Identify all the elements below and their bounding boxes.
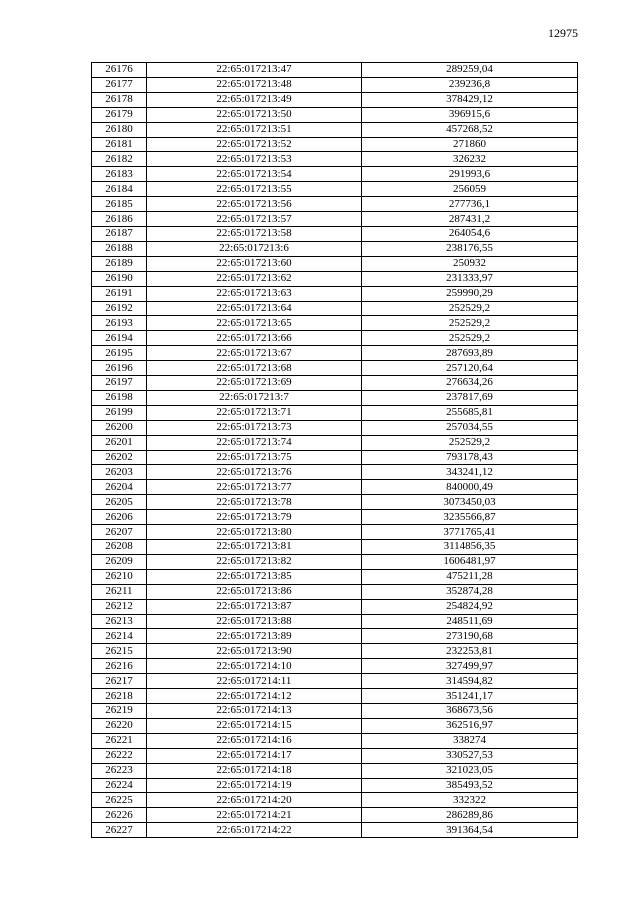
value-cell: 385493,52 bbox=[362, 778, 578, 793]
cadastral-number-cell: 22:65:017213:60 bbox=[147, 256, 362, 271]
value-cell: 352874,28 bbox=[362, 584, 578, 599]
value-cell: 250932 bbox=[362, 256, 578, 271]
value-cell: 1606481,97 bbox=[362, 554, 578, 569]
table-row bbox=[92, 316, 578, 331]
cadastral-number-cell: 22:65:017213:76 bbox=[147, 465, 362, 480]
table-row bbox=[92, 808, 578, 823]
row-number-cell: 26199 bbox=[92, 405, 147, 420]
row-number-cell: 26205 bbox=[92, 495, 147, 510]
row-number-cell: 26189 bbox=[92, 256, 147, 271]
table-row bbox=[92, 644, 578, 659]
table-row bbox=[92, 92, 578, 107]
table-row bbox=[92, 718, 578, 733]
cadastral-number-cell: 22:65:017213:78 bbox=[147, 495, 362, 510]
table-row bbox=[92, 525, 578, 540]
value-cell: 252529,2 bbox=[362, 316, 578, 331]
value-cell: 314594,82 bbox=[362, 674, 578, 689]
table-row bbox=[92, 346, 578, 361]
table-row bbox=[92, 703, 578, 718]
value-cell: 391364,54 bbox=[362, 823, 578, 838]
cadastral-number-cell: 22:65:017213:86 bbox=[147, 584, 362, 599]
cadastral-number-cell: 22:65:017213:77 bbox=[147, 480, 362, 495]
cadastral-number-cell: 22:65:017214:19 bbox=[147, 778, 362, 793]
cadastral-number-cell: 22:65:017213:54 bbox=[147, 167, 362, 182]
value-cell: 793178,43 bbox=[362, 450, 578, 465]
value-cell: 475211,28 bbox=[362, 569, 578, 584]
row-number-cell: 26177 bbox=[92, 77, 147, 92]
table-row bbox=[92, 152, 578, 167]
row-number-cell: 26185 bbox=[92, 197, 147, 212]
cadastral-number-cell: 22:65:017213:79 bbox=[147, 510, 362, 525]
value-cell: 351241,17 bbox=[362, 689, 578, 704]
cadastral-number-cell: 22:65:017214:16 bbox=[147, 733, 362, 748]
cadastral-number-cell: 22:65:017213:66 bbox=[147, 331, 362, 346]
table-row bbox=[92, 390, 578, 405]
value-cell: 289259,04 bbox=[362, 63, 578, 78]
cadastral-number-cell: 22:65:017213:57 bbox=[147, 212, 362, 227]
table-row bbox=[92, 63, 578, 78]
value-cell: 286289,86 bbox=[362, 808, 578, 823]
value-cell: 291993,6 bbox=[362, 167, 578, 182]
cadastral-number-cell: 22:65:017213:53 bbox=[147, 152, 362, 167]
value-cell: 252529,2 bbox=[362, 435, 578, 450]
table-row bbox=[92, 137, 578, 152]
value-cell: 271860 bbox=[362, 137, 578, 152]
row-number-cell: 26209 bbox=[92, 554, 147, 569]
table-row bbox=[92, 540, 578, 555]
value-cell: 3235566,87 bbox=[362, 510, 578, 525]
cadastral-number-cell: 22:65:017213:85 bbox=[147, 569, 362, 584]
row-number-cell: 26198 bbox=[92, 390, 147, 405]
cadastral-number-cell: 22:65:017213:80 bbox=[147, 525, 362, 540]
row-number-cell: 26222 bbox=[92, 748, 147, 763]
row-number-cell: 26192 bbox=[92, 301, 147, 316]
value-cell: 264054,6 bbox=[362, 226, 578, 241]
row-number-cell: 26221 bbox=[92, 733, 147, 748]
row-number-cell: 26218 bbox=[92, 689, 147, 704]
table-row bbox=[92, 405, 578, 420]
value-cell: 252529,2 bbox=[362, 331, 578, 346]
cadastral-number-cell: 22:65:017214:15 bbox=[147, 718, 362, 733]
value-cell: 257120,64 bbox=[362, 361, 578, 376]
cadastral-number-cell: 22:65:017214:12 bbox=[147, 689, 362, 704]
row-number-cell: 26206 bbox=[92, 510, 147, 525]
row-number-cell: 26193 bbox=[92, 316, 147, 331]
row-number-cell: 26188 bbox=[92, 241, 147, 256]
value-cell: 327499,97 bbox=[362, 659, 578, 674]
table-row bbox=[92, 763, 578, 778]
table-row bbox=[92, 301, 578, 316]
row-number-cell: 26210 bbox=[92, 569, 147, 584]
table-row bbox=[92, 823, 578, 838]
table-row bbox=[92, 77, 578, 92]
row-number-cell: 26194 bbox=[92, 331, 147, 346]
cadastral-number-cell: 22:65:017213:56 bbox=[147, 197, 362, 212]
cadastral-number-cell: 22:65:017213:88 bbox=[147, 614, 362, 629]
row-number-cell: 26183 bbox=[92, 167, 147, 182]
table-row bbox=[92, 212, 578, 227]
value-cell: 330527,53 bbox=[362, 748, 578, 763]
value-cell: 326232 bbox=[362, 152, 578, 167]
cadastral-number-cell: 22:65:017213:63 bbox=[147, 286, 362, 301]
value-cell: 378429,12 bbox=[362, 92, 578, 107]
cadastral-number-cell: 22:65:017214:10 bbox=[147, 659, 362, 674]
table-row bbox=[92, 569, 578, 584]
cadastral-number-cell: 22:65:017213:67 bbox=[147, 346, 362, 361]
table-row bbox=[92, 122, 578, 137]
table-row bbox=[92, 614, 578, 629]
row-number-cell: 26227 bbox=[92, 823, 147, 838]
table-body bbox=[92, 63, 578, 838]
value-cell: 338274 bbox=[362, 733, 578, 748]
row-number-cell: 26186 bbox=[92, 212, 147, 227]
table-row bbox=[92, 167, 578, 182]
table-row bbox=[92, 584, 578, 599]
value-cell: 287431,2 bbox=[362, 212, 578, 227]
cadastral-number-cell: 22:65:017213:62 bbox=[147, 271, 362, 286]
cadastral-number-cell: 22:65:017213:52 bbox=[147, 137, 362, 152]
row-number-cell: 26200 bbox=[92, 420, 147, 435]
value-cell: 248511,69 bbox=[362, 614, 578, 629]
value-cell: 252529,2 bbox=[362, 301, 578, 316]
cadastral-number-cell: 22:65:017213:48 bbox=[147, 77, 362, 92]
row-number-cell: 26215 bbox=[92, 644, 147, 659]
cadastral-number-cell: 22:65:017214:20 bbox=[147, 793, 362, 808]
row-number-cell: 26224 bbox=[92, 778, 147, 793]
table-row bbox=[92, 554, 578, 569]
cadastral-number-cell: 22:65:017213:75 bbox=[147, 450, 362, 465]
cadastral-number-cell: 22:65:017213:73 bbox=[147, 420, 362, 435]
cadastral-number-cell: 22:65:017213:69 bbox=[147, 376, 362, 391]
cadastral-number-cell: 22:65:017213:51 bbox=[147, 122, 362, 137]
value-cell: 840000,49 bbox=[362, 480, 578, 495]
row-number-cell: 26191 bbox=[92, 286, 147, 301]
row-number-cell: 26182 bbox=[92, 152, 147, 167]
row-number-cell: 26220 bbox=[92, 718, 147, 733]
cadastral-number-cell: 22:65:017213:81 bbox=[147, 540, 362, 555]
value-cell: 321023,05 bbox=[362, 763, 578, 778]
row-number-cell: 26180 bbox=[92, 122, 147, 137]
value-cell: 368673,56 bbox=[362, 703, 578, 718]
value-cell: 396915,6 bbox=[362, 107, 578, 122]
cadastral-number-cell: 22:65:017214:18 bbox=[147, 763, 362, 778]
row-number-cell: 26226 bbox=[92, 808, 147, 823]
cadastral-number-cell: 22:65:017214:13 bbox=[147, 703, 362, 718]
table-row bbox=[92, 197, 578, 212]
table-row bbox=[92, 510, 578, 525]
cadastral-number-cell: 22:65:017213:49 bbox=[147, 92, 362, 107]
cadastral-number-cell: 22:65:017213:7 bbox=[147, 390, 362, 405]
row-number-cell: 26211 bbox=[92, 584, 147, 599]
table-row bbox=[92, 420, 578, 435]
table-row bbox=[92, 271, 578, 286]
table-row bbox=[92, 659, 578, 674]
cadastral-number-cell: 22:65:017214:17 bbox=[147, 748, 362, 763]
value-cell: 254824,92 bbox=[362, 599, 578, 614]
row-number-cell: 26219 bbox=[92, 703, 147, 718]
value-cell: 362516,97 bbox=[362, 718, 578, 733]
value-cell: 239236,8 bbox=[362, 77, 578, 92]
row-number-cell: 26207 bbox=[92, 525, 147, 540]
row-number-cell: 26212 bbox=[92, 599, 147, 614]
cadastral-number-cell: 22:65:017213:74 bbox=[147, 435, 362, 450]
row-number-cell: 26213 bbox=[92, 614, 147, 629]
cadastral-number-cell: 22:65:017213:90 bbox=[147, 644, 362, 659]
row-number-cell: 26217 bbox=[92, 674, 147, 689]
row-number-cell: 26203 bbox=[92, 465, 147, 480]
value-cell: 276634,26 bbox=[362, 376, 578, 391]
cadastral-number-cell: 22:65:017213:64 bbox=[147, 301, 362, 316]
page-number: 12975 bbox=[548, 26, 578, 40]
table-row bbox=[92, 450, 578, 465]
table-row bbox=[92, 495, 578, 510]
value-cell: 237817,69 bbox=[362, 390, 578, 405]
row-number-cell: 26204 bbox=[92, 480, 147, 495]
table-row bbox=[92, 286, 578, 301]
cadastral-number-cell: 22:65:017214:22 bbox=[147, 823, 362, 838]
row-number-cell: 26178 bbox=[92, 92, 147, 107]
row-number-cell: 26176 bbox=[92, 63, 147, 78]
value-cell: 3114856,35 bbox=[362, 540, 578, 555]
cadastral-number-cell: 22:65:017213:47 bbox=[147, 63, 362, 78]
table-row bbox=[92, 733, 578, 748]
value-cell: 457268,52 bbox=[362, 122, 578, 137]
table-row bbox=[92, 361, 578, 376]
cadastral-number-cell: 22:65:017213:65 bbox=[147, 316, 362, 331]
row-number-cell: 26187 bbox=[92, 226, 147, 241]
row-number-cell: 26225 bbox=[92, 793, 147, 808]
table-row bbox=[92, 331, 578, 346]
cadastral-number-cell: 22:65:017213:55 bbox=[147, 182, 362, 197]
table-row bbox=[92, 748, 578, 763]
row-number-cell: 26190 bbox=[92, 271, 147, 286]
value-cell: 232253,81 bbox=[362, 644, 578, 659]
table-row bbox=[92, 182, 578, 197]
table-row bbox=[92, 241, 578, 256]
cadastral-number-cell: 22:65:017213:50 bbox=[147, 107, 362, 122]
value-cell: 343241,12 bbox=[362, 465, 578, 480]
row-number-cell: 26223 bbox=[92, 763, 147, 778]
row-number-cell: 26179 bbox=[92, 107, 147, 122]
table-row bbox=[92, 674, 578, 689]
row-number-cell: 26195 bbox=[92, 346, 147, 361]
cadastral-number-cell: 22:65:017213:6 bbox=[147, 241, 362, 256]
value-cell: 3771765,41 bbox=[362, 525, 578, 540]
cadastral-number-cell: 22:65:017213:58 bbox=[147, 226, 362, 241]
cadastral-number-cell: 22:65:017213:71 bbox=[147, 405, 362, 420]
cadastral-number-cell: 22:65:017213:82 bbox=[147, 554, 362, 569]
cadastral-number-cell: 22:65:017213:89 bbox=[147, 629, 362, 644]
value-cell: 287693,89 bbox=[362, 346, 578, 361]
row-number-cell: 26202 bbox=[92, 450, 147, 465]
row-number-cell: 26216 bbox=[92, 659, 147, 674]
value-cell: 255685,81 bbox=[362, 405, 578, 420]
row-number-cell: 26181 bbox=[92, 137, 147, 152]
value-cell: 3073450,03 bbox=[362, 495, 578, 510]
value-cell: 256059 bbox=[362, 182, 578, 197]
table-row bbox=[92, 778, 578, 793]
cadastral-number-cell: 22:65:017213:87 bbox=[147, 599, 362, 614]
table-row bbox=[92, 599, 578, 614]
table-row bbox=[92, 465, 578, 480]
table-row bbox=[92, 435, 578, 450]
table-row bbox=[92, 256, 578, 271]
value-cell: 238176,55 bbox=[362, 241, 578, 256]
row-number-cell: 26214 bbox=[92, 629, 147, 644]
cadastral-number-cell: 22:65:017214:11 bbox=[147, 674, 362, 689]
row-number-cell: 26201 bbox=[92, 435, 147, 450]
table-row bbox=[92, 480, 578, 495]
row-number-cell: 26208 bbox=[92, 540, 147, 555]
value-cell: 231333,97 bbox=[362, 271, 578, 286]
row-number-cell: 26197 bbox=[92, 376, 147, 391]
value-cell: 332322 bbox=[362, 793, 578, 808]
cadastral-value-table bbox=[91, 62, 578, 838]
table-row bbox=[92, 689, 578, 704]
value-cell: 273190,68 bbox=[362, 629, 578, 644]
row-number-cell: 26196 bbox=[92, 361, 147, 376]
value-cell: 277736,1 bbox=[362, 197, 578, 212]
cadastral-number-cell: 22:65:017213:68 bbox=[147, 361, 362, 376]
table-row bbox=[92, 226, 578, 241]
value-cell: 257034,55 bbox=[362, 420, 578, 435]
table-row bbox=[92, 376, 578, 391]
row-number-cell: 26184 bbox=[92, 182, 147, 197]
cadastral-number-cell: 22:65:017214:21 bbox=[147, 808, 362, 823]
table-row bbox=[92, 107, 578, 122]
value-cell: 259990,29 bbox=[362, 286, 578, 301]
table-row bbox=[92, 793, 578, 808]
table-row bbox=[92, 629, 578, 644]
